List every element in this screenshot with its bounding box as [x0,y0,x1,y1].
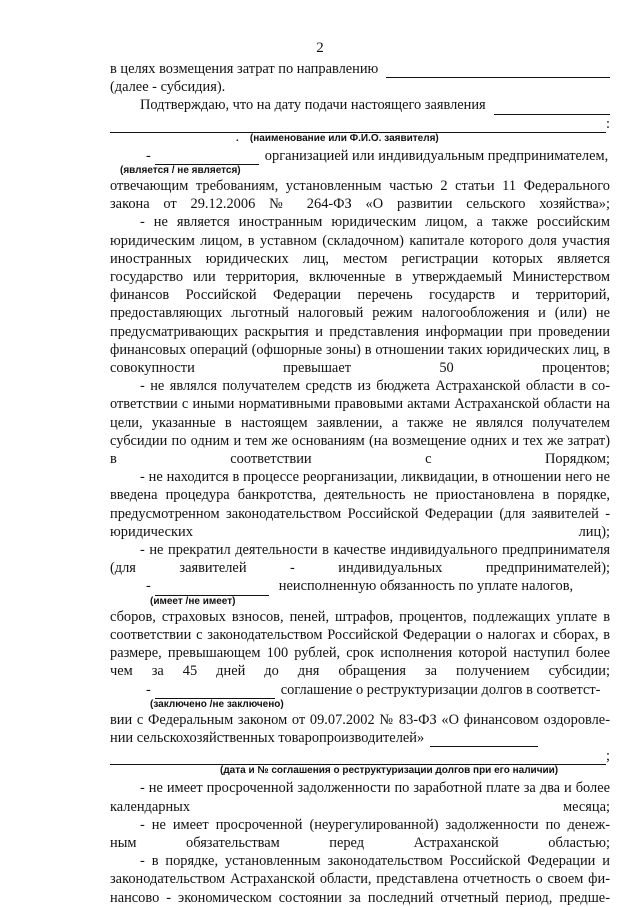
law-83-text: нии сельскохозяйственных товаропроизводителей» [110,729,425,746]
tax-text: неисполненную обязанность по уплате налогов, [278,578,574,595]
tax-line [110,577,610,595]
status-line [110,147,610,165]
agreement-field-start[interactable] [430,733,538,747]
status-field[interactable] [155,151,259,165]
paragraph-reorganization: - не находится в процессе реорганизации, ликвидации, в отношении него не введена процедура банкротства, деятельность не приостановлена в порядке, предусмотренном законодательством Российской Федерации (для заявителей - юридических лиц); [110,469,610,540]
confirm-line [110,96,610,114]
status-dash: - [146,147,151,164]
restructuring-status-field[interactable] [155,685,275,699]
paragraph-foreign-entity: - не является иностранным юридическим лицом, а также российским юридическим лицом, в уставном (складочном) капитале которого доля участия иностранных юридических лиц, местом регистрации которых является государство или территория, включенные в утверждаемый Министерством финансов Российской Федерации перечень государств и территорий, предоставляющих льготный налоговый режим налогообложения и (или) не предусматривающих раскрытия и представления информации при проведении финансовых операций (офшорные зоны) в отношении таких юридических лиц, в совокупности превышает 50 процентов; [110,214,610,377]
paragraph-region-debt: - не имеет просроченной (неурегулированной) задолженности по денеж- ным обязательствам перед Астраханской областью; [110,816,610,851]
paragraph-law-83: вии с Федеральным законом от 09.07.2002 № 83-ФЗ «О финансовом оздоровле- [110,711,610,728]
paragraph-wages: - не имеет просроченной задолженности по заработной плате за два и более календарных месяца; [110,780,610,815]
paragraph-reporting: - в порядке, установленным законодательством Российской Федерации и законодательством Астраханской области, представлена отчетность о своем фи- нансово - экономическом состоянии за последний отчетный период, предше- [110,853,610,906]
direction-line [110,60,610,78]
tax-dash: - [146,578,151,595]
agreement-field[interactable] [110,751,606,765]
applicant-caption: . (наименование или Ф.И.О. заявителя) [236,132,439,144]
paragraph-entrepreneur: - не прекратил деятельности в качестве индивидуального предпринимателя (для заявителей - индивидуальных предпринимателей); [110,542,610,577]
confirm-label: Подтверждаю, что на дату подачи настоящего заявления [140,97,486,114]
paragraph-taxes: сборов, страховых взносов, пеней, штрафов, процентов, подлежащих уплате в соответствии с законодательством Российской Федерации о налогах и сборах, в размере, превышающем 100 рублей, срок исполнения которой наступил более чем за 45 дней до дня обращения за получением субсидии; [110,608,610,680]
applicant-field[interactable] [110,119,606,133]
direction-field[interactable] [386,64,610,78]
paragraph-budget-funds: - не являлся получателем средств из бюджета Астраханской области в со- ответствии с иными нормативными правовыми актами Астраханской области на цели, указанные в настоящем заявлении, а также не являлся получателем субсидии по одним и тем же основаниям (на возмещение одних и тех же затрат) в соответствии с Порядком; [110,378,610,468]
agreement-semicolon: ; [606,748,610,765]
paragraph-requirements: отвечающим требованиям, установленным частью 2 статьи 11 Федерального закона от 29.12.2006 № 264-ФЗ «О развитии сельского хозяйства»; [110,178,610,213]
document-body [110,60,610,907]
applicant-line [110,115,610,133]
agreement-caption: (дата и № соглашения о реструктуризации долгов при его наличии) [220,765,559,777]
status-caption: (является / не является) [120,165,241,177]
page-number: 2 [316,40,324,56]
agreement-line [110,747,610,765]
restructuring-line [110,681,610,699]
tax-status-field[interactable] [155,582,269,596]
restructuring-caption: (заключено /не заключено) [150,698,284,710]
status-text: организацией или индивидуальным предпринимателем, [264,147,609,164]
applicant-colon: : [606,115,610,132]
applicant-field-start[interactable] [494,101,610,115]
direction-label: в целях возмещения затрат по направлению [110,61,379,77]
tax-caption: (имеет /не имеет) [150,595,236,607]
subsidy-note: (далее - субсидия). [110,79,226,96]
restructuring-text: соглашение о реструктуризации долгов в соответст- [280,681,601,698]
restructuring-dash: - [146,681,151,698]
law-83-line [110,729,610,747]
